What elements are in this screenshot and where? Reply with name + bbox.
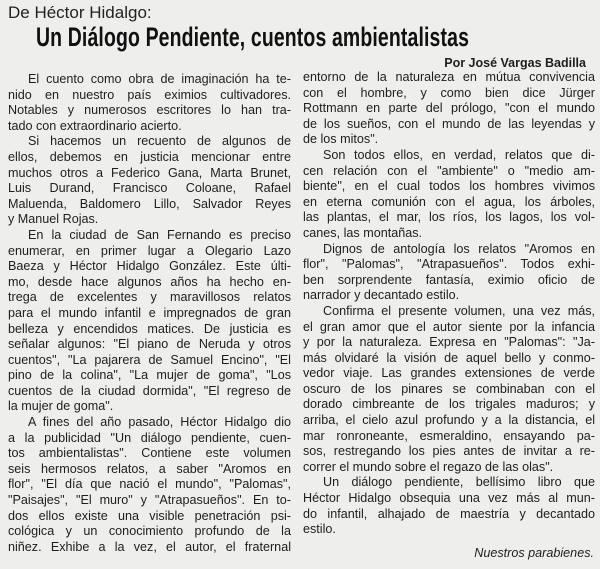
text-line: Héctor Hidalgo obsequia una vez más al mun- (303, 491, 595, 506)
article-signoff: Nuestros parabienes. (474, 546, 594, 560)
text-line: flor", "Palomas", "Atrapasueños". Todos exhi- (303, 257, 595, 272)
text-line: de los sueños, con el mundo de las leyendas y (303, 116, 595, 131)
text-line: narrador y decantado estilo. (303, 288, 460, 303)
text-line: correr el mundo sobre el regazo de las olas". (303, 459, 554, 474)
text-line: y Manuel Rojas. (8, 212, 99, 227)
text-line: A fines del año pasado, Héctor Hidalgo dio (28, 415, 291, 430)
text-line: las plantas, el mar, los ríos, los lagos, los vol- (303, 210, 595, 225)
right-column (303, 70, 595, 538)
text-line: dos ellos existe una visible penetración psi- (8, 508, 291, 523)
text-line: cuentos", "La pajarera de Samuel Encino", "El (8, 352, 291, 367)
text-line: tos ambientalistas". Contiene este volumen (8, 446, 291, 461)
paragraph (303, 475, 595, 537)
text-line: Un diálogo pendiente, bellísimo libro que (323, 475, 595, 490)
text-line: y por la naturaleza. Expresa en "Palomas": "Ja- (303, 335, 595, 350)
paragraph (303, 304, 595, 476)
paragraph (8, 134, 291, 228)
text-line: ben sorprendente fantasía, eximio oficio de (303, 272, 595, 287)
text-line: mo, desde hace algunos años ha hecho en- (8, 274, 291, 289)
text-line: para el mundo infantil e impregnados de gran (8, 305, 291, 320)
text-line: vedor viaje. Las grandes extensiones de verde (303, 366, 595, 381)
text-line: en eterna comunión con el agua, los árboles, (303, 194, 595, 209)
text-line: mar ronroneante, esmeraldino, ensayando pa- (303, 428, 595, 443)
text-line: tado con extraordinario acierto. (8, 118, 182, 133)
paragraph (303, 242, 595, 304)
text-line: biente", en el cual todos los hombres vivimos (303, 179, 595, 194)
article-byline: Por José Vargas Badilla (444, 56, 586, 70)
text-line: flor", "El día que nació el mundo", "Palomas", (8, 477, 291, 492)
text-line: Luis Durand, Francisco Coloane, Rafael (8, 181, 291, 196)
text-line: Confirma el presente volumen, una vez más, (323, 303, 595, 318)
text-line: Si hacemos un recuento de algunos de (28, 134, 291, 149)
text-line: En la ciudad de San Fernando es preciso (28, 227, 291, 242)
text-line: ellos, debemos en justicia mencionar entre (8, 149, 291, 164)
text-line: de los mitos". (303, 132, 379, 147)
text-line: estilo. (303, 522, 336, 537)
text-line: cológica y un conocimiento profundo de la (8, 524, 291, 539)
text-line: do infantil, alhajado de maestría y decantado (303, 506, 595, 521)
text-line: Dignos de antología los relatos "Aromos en (323, 241, 595, 256)
text-line: seis hermosos relatos, a saber "Aromos en (8, 461, 291, 476)
text-line: más olvidaré la visión de aquel bello y conmo- (303, 350, 595, 365)
text-line: Notables y numerosos escritores lo han tra- (8, 103, 291, 118)
paragraph (303, 148, 595, 242)
text-line: el gran amor que el autor siente por la infancia (303, 319, 595, 334)
paragraph (303, 70, 595, 148)
text-line: Rottmann en parte del prólogo, "con el mundo (303, 101, 595, 116)
text-line: cuentos de la ciudad dormida", "El regreso de (8, 383, 291, 398)
text-line: entorno de la naturaleza en mútua convivencia (303, 70, 595, 84)
text-line: enumerar, en primer lugar a Olegario Lazo (8, 243, 291, 258)
article-headline: Un Diálogo Pendiente, cuentos ambientalistas (36, 22, 470, 52)
text-line: nido en nuestro país eximios cultivadores. (8, 87, 291, 102)
text-line: cen relación con el "ambiente" o "medio am- (303, 163, 595, 178)
text-line: pino de la colina", "La mujer de goma", "Los (8, 368, 291, 383)
text-line: a la publicidad "Un diálogo pendiente, cuen- (8, 430, 291, 445)
text-line: sos, restregando los pies antes de invitar a re- (303, 444, 595, 459)
paragraph (8, 72, 291, 134)
text-line: oscuro de los pinares se combinaban con el (303, 381, 595, 396)
text-line: niñez. Exhibe a la vez, el autor, el fraternal (8, 539, 291, 554)
text-line: "Paisajes", "El muro" y "Atrapasueños". En to- (8, 493, 291, 508)
text-line: El cuento como obra de imaginación ha te- (28, 72, 291, 86)
text-line: la mujer de goma". (8, 399, 114, 414)
left-column (8, 72, 291, 555)
article-kicker: De Héctor Hidalgo: (8, 3, 152, 22)
text-line: Baeza y Héctor Hidalgo González. Este últi- (8, 259, 291, 274)
paragraph (8, 415, 291, 555)
text-line: señalar algunos: "El piano de Neruda y otros (8, 337, 291, 352)
text-line: Son todos ellos, en verdad, relatos que di- (323, 147, 595, 162)
paragraph (8, 228, 291, 415)
text-line: trega de excelentes y maravillosos relatos (8, 290, 291, 305)
text-line: belleza y encendidos matices. De justicia es (8, 321, 291, 336)
text-line: Maluenda, Baldomero Lillo, Salvador Reyes (8, 196, 291, 211)
text-line: muchos otros a Federico Gana, Marta Brunet, (8, 165, 291, 180)
text-line: arriba, el cielo azul profundo y a la distancia, el (303, 413, 595, 428)
text-line: dorado cimbreante de los trigales maduros; y (303, 397, 595, 412)
text-line: canes, las montañas. (303, 225, 423, 240)
text-line: con el hombre, y como bien dice Jürger (303, 85, 595, 100)
